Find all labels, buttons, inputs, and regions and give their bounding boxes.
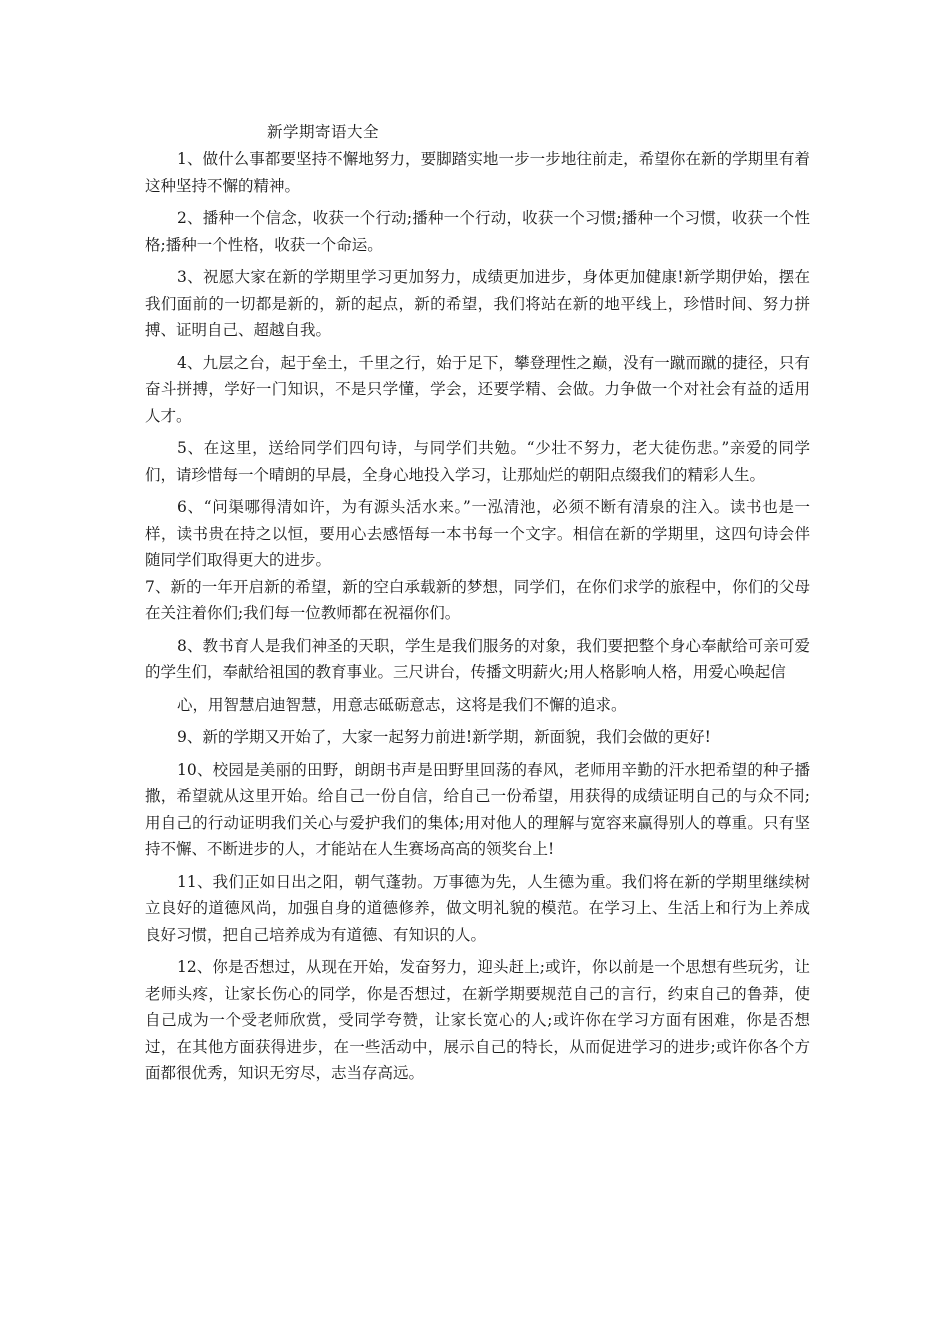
paragraph-9: 9、新的学期又开始了，大家一起努力前进!新学期，新面貌，我们会做的更好! (177, 728, 711, 746)
paragraph-8-continued: 心，用智慧启迪智慧，用意志砥砺意志，这将是我们不懈的追求。 (177, 695, 627, 714)
paragraph-10: 10、校园是美丽的田野，朗朗书声是田野里回荡的春风，老师用辛勤的汗水把希望的种子播撒，希望就从这里开始。给自己一份自信，给自己一份希望，用获得的成绩证明自己的与众不同;用自己的行动证明我们关心与爱护我们的集体;用对他人的理解与宽容来赢得别人的尊重。只有坚持不懈、不断进步的人，才能站在人生赛场高高的领奖台上! (145, 760, 810, 858)
paragraph-6: 6、“问渠哪得清如许，为有源头活水来。”一泓清池，必须不断有清泉的注入。读书也是一样，读书贵在持之以恒，要用心去感悟每一本书每一个文字。相信在新的学期里，这四句诗会伴随同学们取得更大的进步。 (145, 498, 810, 569)
paragraph-3: 3、祝愿大家在新的学期里学习更加努力，成绩更加进步，身体更加健康!新学期伊始，摆在我们面前的一切都是新的，新的起点，新的希望，我们将站在新的地平线上，珍惜时间、努力拼搏、证明自己、超越自我。 (145, 268, 810, 339)
paragraph-11: 11、我们正如日出之阳，朝气蓬勃。万事德为先，人生德为重。我们将在新的学期里继续树立良好的道德风尚，加强自身的道德修养，做文明礼貌的模范。在学习上、生活上和行为上养成良好习惯，把自己培养成为有道德、有知识的人。 (145, 872, 810, 944)
paragraph-7: 7、新的一年开启新的希望，新的空白承载新的梦想，同学们，在你们求学的旅程中，你们的父母在关注着你们;我们每一位教师都在祝福你们。 (145, 577, 810, 622)
paragraph-4: 4、九层之台，起于垒土，千里之行，始于足下，攀登理性之巅，没有一蹴而蹴的捷径，只有奋斗拼搏，学好一门知识，不是只学懂，学会，还要学精、会做。力争做一个对社会有益的适用人才。 (145, 353, 810, 425)
paragraph-1: 1、做什么事都要坚持不懈地努力，要脚踏实地一步一步地往前走，希望你在新的学期里有着这种坚持不懈的精神。 (145, 150, 810, 195)
paragraph-12: 12、你是否想过，从现在开始，发奋努力，迎头赶上;或许，你以前是一个思想有些玩劣，让老师头疼，让家长伤心的同学，你是否想过，在新学期要规范自己的言行，约束自己的鲁莽，使自己成为一个受老师欣赏，受同学夸赞，让家长宽心的人;或许你在学习方面有困难，你是否想过，在其他方面获得进步，在一些活动中，展示自己的特长，从而促进学习的进步;或许你各个方面都很优秀，知识无穷尽，志当存高远。 (145, 958, 810, 1082)
paragraph-2: 2、播种一个信念，收获一个行动;播种一个行动，收获一个习惯;播种一个习惯，收获一个性格;播种一个性格，收获一个命运。 (145, 209, 810, 254)
paragraph-8: 8、教书育人是我们神圣的天职，学生是我们服务的对象，我们要把整个身心奉献给可亲可爱的学生们，奉献给祖国的教育事业。三尺讲台，传播文明薪火;用人格影响人格，用爱心唤起信 (145, 636, 810, 681)
document-page (145, 118, 810, 1087)
document-title: 新学期寄语大全 (267, 123, 380, 141)
paragraph-5: 5、在这里，送给同学们四句诗，与同学们共勉。“少壮不努力，老大徒伤悲。”亲爱的同学们，请珍惜每一个晴朗的早晨，全身心地投入学习，让那灿烂的朝阳点缀我们的精彩人生。 (145, 439, 810, 484)
